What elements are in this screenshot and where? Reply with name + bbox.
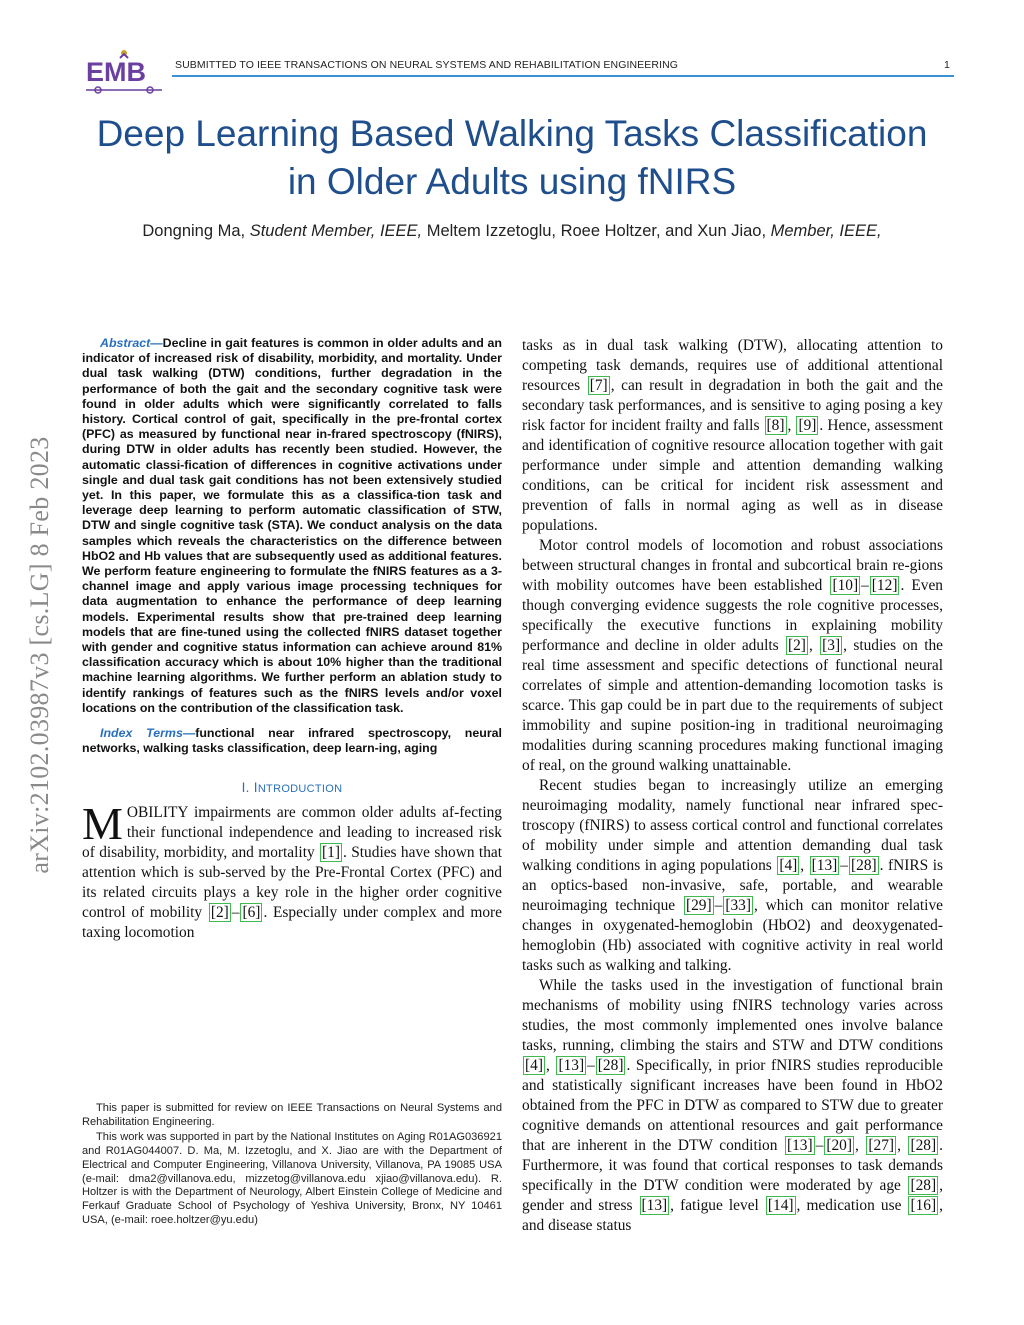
citation-link[interactable]: [4] (525, 1057, 543, 1074)
section-numeral: I. (241, 780, 254, 796)
author-role-1: Student Member, IEEE, (249, 222, 423, 240)
citation-link[interactable]: [9] (798, 417, 817, 434)
text-run: While the tasks used in the investigation of functional brain mechanisms of mobility using fNIRS technology varies across studies, the most commonly implemented ones involve balance tasks, running, climbing the stairs and STW and DTW conditions (522, 977, 943, 1054)
text-run: . Hence, assessment and identification of cognitive resource allocation together with gait performance under simple and attention demanding walking conditions, can be critical for incident risk assessment and prevention of falls in normal aging as well as in disease populations. (522, 417, 944, 534)
text-run: . Even though converging evidence suggests the role cognitive processes, specifically the executive functions in explaining mobility performance and decline in older adults (522, 577, 943, 654)
abstract-text: Decline in gait features is common in older adults and an indicator of increased risk of disability, morbidity, and mortality. Under dual task walking (DTW) conditions, further degradation in the performance of both the gait and the secondary cognitive task were found in older adults which were significantly correlated to falls history. Cortical control of gait, specifically in the pre-frontal cortex (PFC) as measured by functional near in-frared spectroscopy (fNIRS), during DTW in older adults has recently been studied. However, the automatic classi-fication of differences in cognitive activations under single and dual task gait conditions has not been extensively studied yet. In this paper, we formulate this as a classifica-tion task and leverage deep learning to perform automatic classification of STW, DTW and single cognitive task (STA). We conduct analysis on the data samples which reveals the characteristics on the difference between HbO2 and Hb values that are subsequently used as additional features. We perform feature engineering to formulate the fNIRS features as a 3-channel image and apply various image processing techniques for data augmentation to enhance the performance of deep learning models. Experimental results show that pre-trained deep learning models that are fine-tuned using the collected fNIRS dataset together with gender and cognitive status information can achieve around 81% classification accuracy which is about 10% higher than the traditional machine learning algorithms. We further perform an ablation study to identify rankings of features such as the fNIRS levels and/or voxel locations on the contribution of the classification task. (82, 336, 502, 715)
range-dash: – (231, 904, 240, 922)
citation-link[interactable]: [13] (786, 1137, 813, 1154)
section-first-letter: I (253, 780, 258, 796)
intro-paragraph (82, 798, 503, 943)
footnote-1: This paper is submitted for review on IEEE Transactions on Neural Systems and Rehabilitation Engineering. (82, 1102, 502, 1128)
right-column (522, 336, 943, 1236)
text-run: Motor control models of locomotion and robust associations between structural changes in frontal and subcortical brain re-gions with mobility outcomes have been established (522, 537, 943, 594)
footnotes (82, 1102, 502, 1229)
range-dash: – (840, 857, 848, 874)
text-run: , fatigue level (670, 1197, 765, 1214)
range-dash: – (861, 577, 869, 594)
left-column (82, 336, 502, 943)
citation-link[interactable]: [20] (826, 1137, 852, 1154)
text-run: , gender and stress (522, 1177, 943, 1214)
text-run: Recent studies began to increasingly utilize an emerging neuroimaging modality, namely functional near infrared spec-troscopy (fNIRS) to assess cortical control and functional correlates of mobility under simple and attention demanding dual task walking conditions in aging populations (522, 777, 943, 874)
index-terms-text: functional near infrared spectroscopy, neural networks, walking tasks classification, deep learn-ing, aging (82, 726, 502, 756)
text-run: , which can monitor relative changes in oxygenated-hemoglobin (HbO2) and deoxygenated-hemoglobin (Hb) associated with cognitive activity in real world tasks such as walking and talking. (522, 897, 943, 974)
intro-text-2: . Studies have shown that attention which is sub-served by the Pre-Frontal Cortex (PFC) and its related circuits plays a key role in the higher order cognitive control of mobility (82, 844, 503, 922)
header-rule (172, 75, 954, 77)
right-paragraph-2 (522, 536, 943, 776)
citation-link[interactable]: [4] (779, 857, 798, 874)
authors-part2: Meltem Izzetoglu, Roee Holtzer, and Xun Jiao, (422, 222, 771, 240)
text-run: . Specifically, in prior fNIRS studies reproducible and statistically significant increases have been found in HbO2 obtained from the PFC in DTW as compared to STW due to greater cognitive demands on attentional resources and gait performance that are inherent in the DTW condition (522, 1057, 944, 1154)
section-heading-introduction (82, 780, 502, 795)
arxiv-side-stamp (20, 360, 60, 950)
text-run: , (854, 1137, 866, 1154)
citation-link[interactable]: [33] (725, 897, 751, 914)
citation-link[interactable]: [3] (822, 637, 841, 654)
text-run: , (545, 1057, 556, 1074)
intro-lead: OBILITY (126, 804, 188, 822)
intro-text-3: . Especially under complex and more taxing locomotion (82, 904, 503, 942)
text-run: , (808, 637, 820, 654)
arxiv-stamp-text: arXiv:2102.03987v3 [cs.LG] 8 Feb 2023 (25, 436, 54, 874)
index-terms (82, 726, 502, 756)
page-number: 1 (944, 59, 950, 71)
drop-cap: M (82, 798, 123, 850)
authors-part1: Dongning Ma, (142, 222, 250, 240)
citation-link[interactable]: [13] (558, 1057, 585, 1074)
abstract (82, 336, 502, 716)
author-role-2: Member, IEEE, (770, 222, 882, 240)
text-run: tasks as in dual task walking (DTW), allocating attention to competing task demands, requires use of additional attentional resources (522, 337, 943, 394)
range-dash: – (714, 897, 723, 914)
emb-logo (84, 48, 164, 98)
range-dash: – (587, 1057, 595, 1074)
citation-link[interactable]: [8] (766, 417, 785, 434)
text-run: , (800, 857, 809, 874)
citation-link[interactable]: [6] (242, 904, 261, 922)
logo-text: EMB (86, 57, 146, 87)
text-run: , and disease status (522, 1197, 943, 1234)
text-run: , can result in degradation in both the gait and the secondary task performances, and is sensitive to aging posing a key risk factor for incident frailty and falls (522, 377, 944, 434)
citation-link[interactable]: [28] (910, 1137, 937, 1154)
citation-link[interactable]: [16] (910, 1197, 937, 1214)
abstract-label: Abstract— (100, 336, 163, 350)
citation-link[interactable]: [28] (597, 1057, 624, 1074)
citation-link[interactable]: [2] (787, 637, 806, 654)
citation-link[interactable]: [7] (589, 377, 608, 394)
running-head: SUBMITTED TO IEEE TRANSACTIONS ON NEURAL SYSTEMS AND REHABILITATION ENGINEERING (175, 59, 679, 71)
citation-link[interactable]: [2] (210, 904, 229, 922)
text-run: , studies on the real time assessment and specific detections of functional neural correlates of simple and attention-demanding locomotion tasks is scarce. This gap could be in part due to the requirements of subject immobility and supine position-ing in traditional neuroimaging modalities during scanning procedures making functional imaging of real, on the ground walking unattainable. (522, 637, 944, 774)
text-run: , medication use (796, 1197, 908, 1214)
author-line (90, 222, 934, 241)
right-paragraph-4 (522, 976, 943, 1236)
footnote-2: This work was supported in part by the National Institutes on Aging R01AG036921 and R01AG044007. D. Ma, M. Izzetoglu, and X. Jiao are with the Department of Electrical and Computer Engineering, Villanova University, Villanova, PA 19085 USA (e-mail: dma2@villanova.edu, mizzetog@villanova.edu xjiao@villanova.edu). R. Holtzer is with the Department of Neurology, Albert Einstein College of Medicine and Ferkauf Graduate School of Psychology of Yeshiva University, Bronx, NY 10461 USA, (e-mail: roee.holtzer@yu.edu) (82, 1131, 502, 1226)
text-run: . Furthermore, it was found that cortical responses to task demands specifically in the DTW condition were moderated by age (522, 1137, 943, 1194)
index-terms-label: Index Terms— (100, 726, 196, 741)
right-paragraph-1 (522, 336, 943, 536)
citation-link[interactable]: [13] (811, 857, 838, 874)
text-run: , (897, 1137, 908, 1154)
citation-link[interactable]: [10] (832, 577, 859, 594)
citation-link[interactable]: [28] (851, 857, 877, 874)
citation-link[interactable]: [13] (641, 1197, 668, 1214)
text-run: , (787, 417, 796, 434)
right-paragraph-3 (522, 776, 943, 976)
citation-link[interactable]: [27] (868, 1137, 895, 1154)
citation-link[interactable]: [29] (685, 897, 712, 914)
citation-link[interactable]: [12] (871, 577, 898, 594)
range-dash: – (815, 1137, 824, 1154)
paper-title: Deep Learning Based Walking Tasks Classification in Older Adults using fNIRS (96, 113, 928, 202)
section-rest: NTRODUCTION (257, 783, 343, 796)
citation-link[interactable]: [14] (767, 1197, 794, 1214)
intro-text-1: impairments are common older adults af-fecting their functional independence and leading to increased risk of disability, morbidity, and mortality (82, 804, 502, 862)
citation-link[interactable]: [28] (910, 1177, 937, 1194)
citation-link[interactable]: [1] (322, 844, 340, 862)
text-run: . fNIRS is an optics-based non-invasive, safe, portable, and wearable neuroimaging technique (522, 857, 944, 914)
